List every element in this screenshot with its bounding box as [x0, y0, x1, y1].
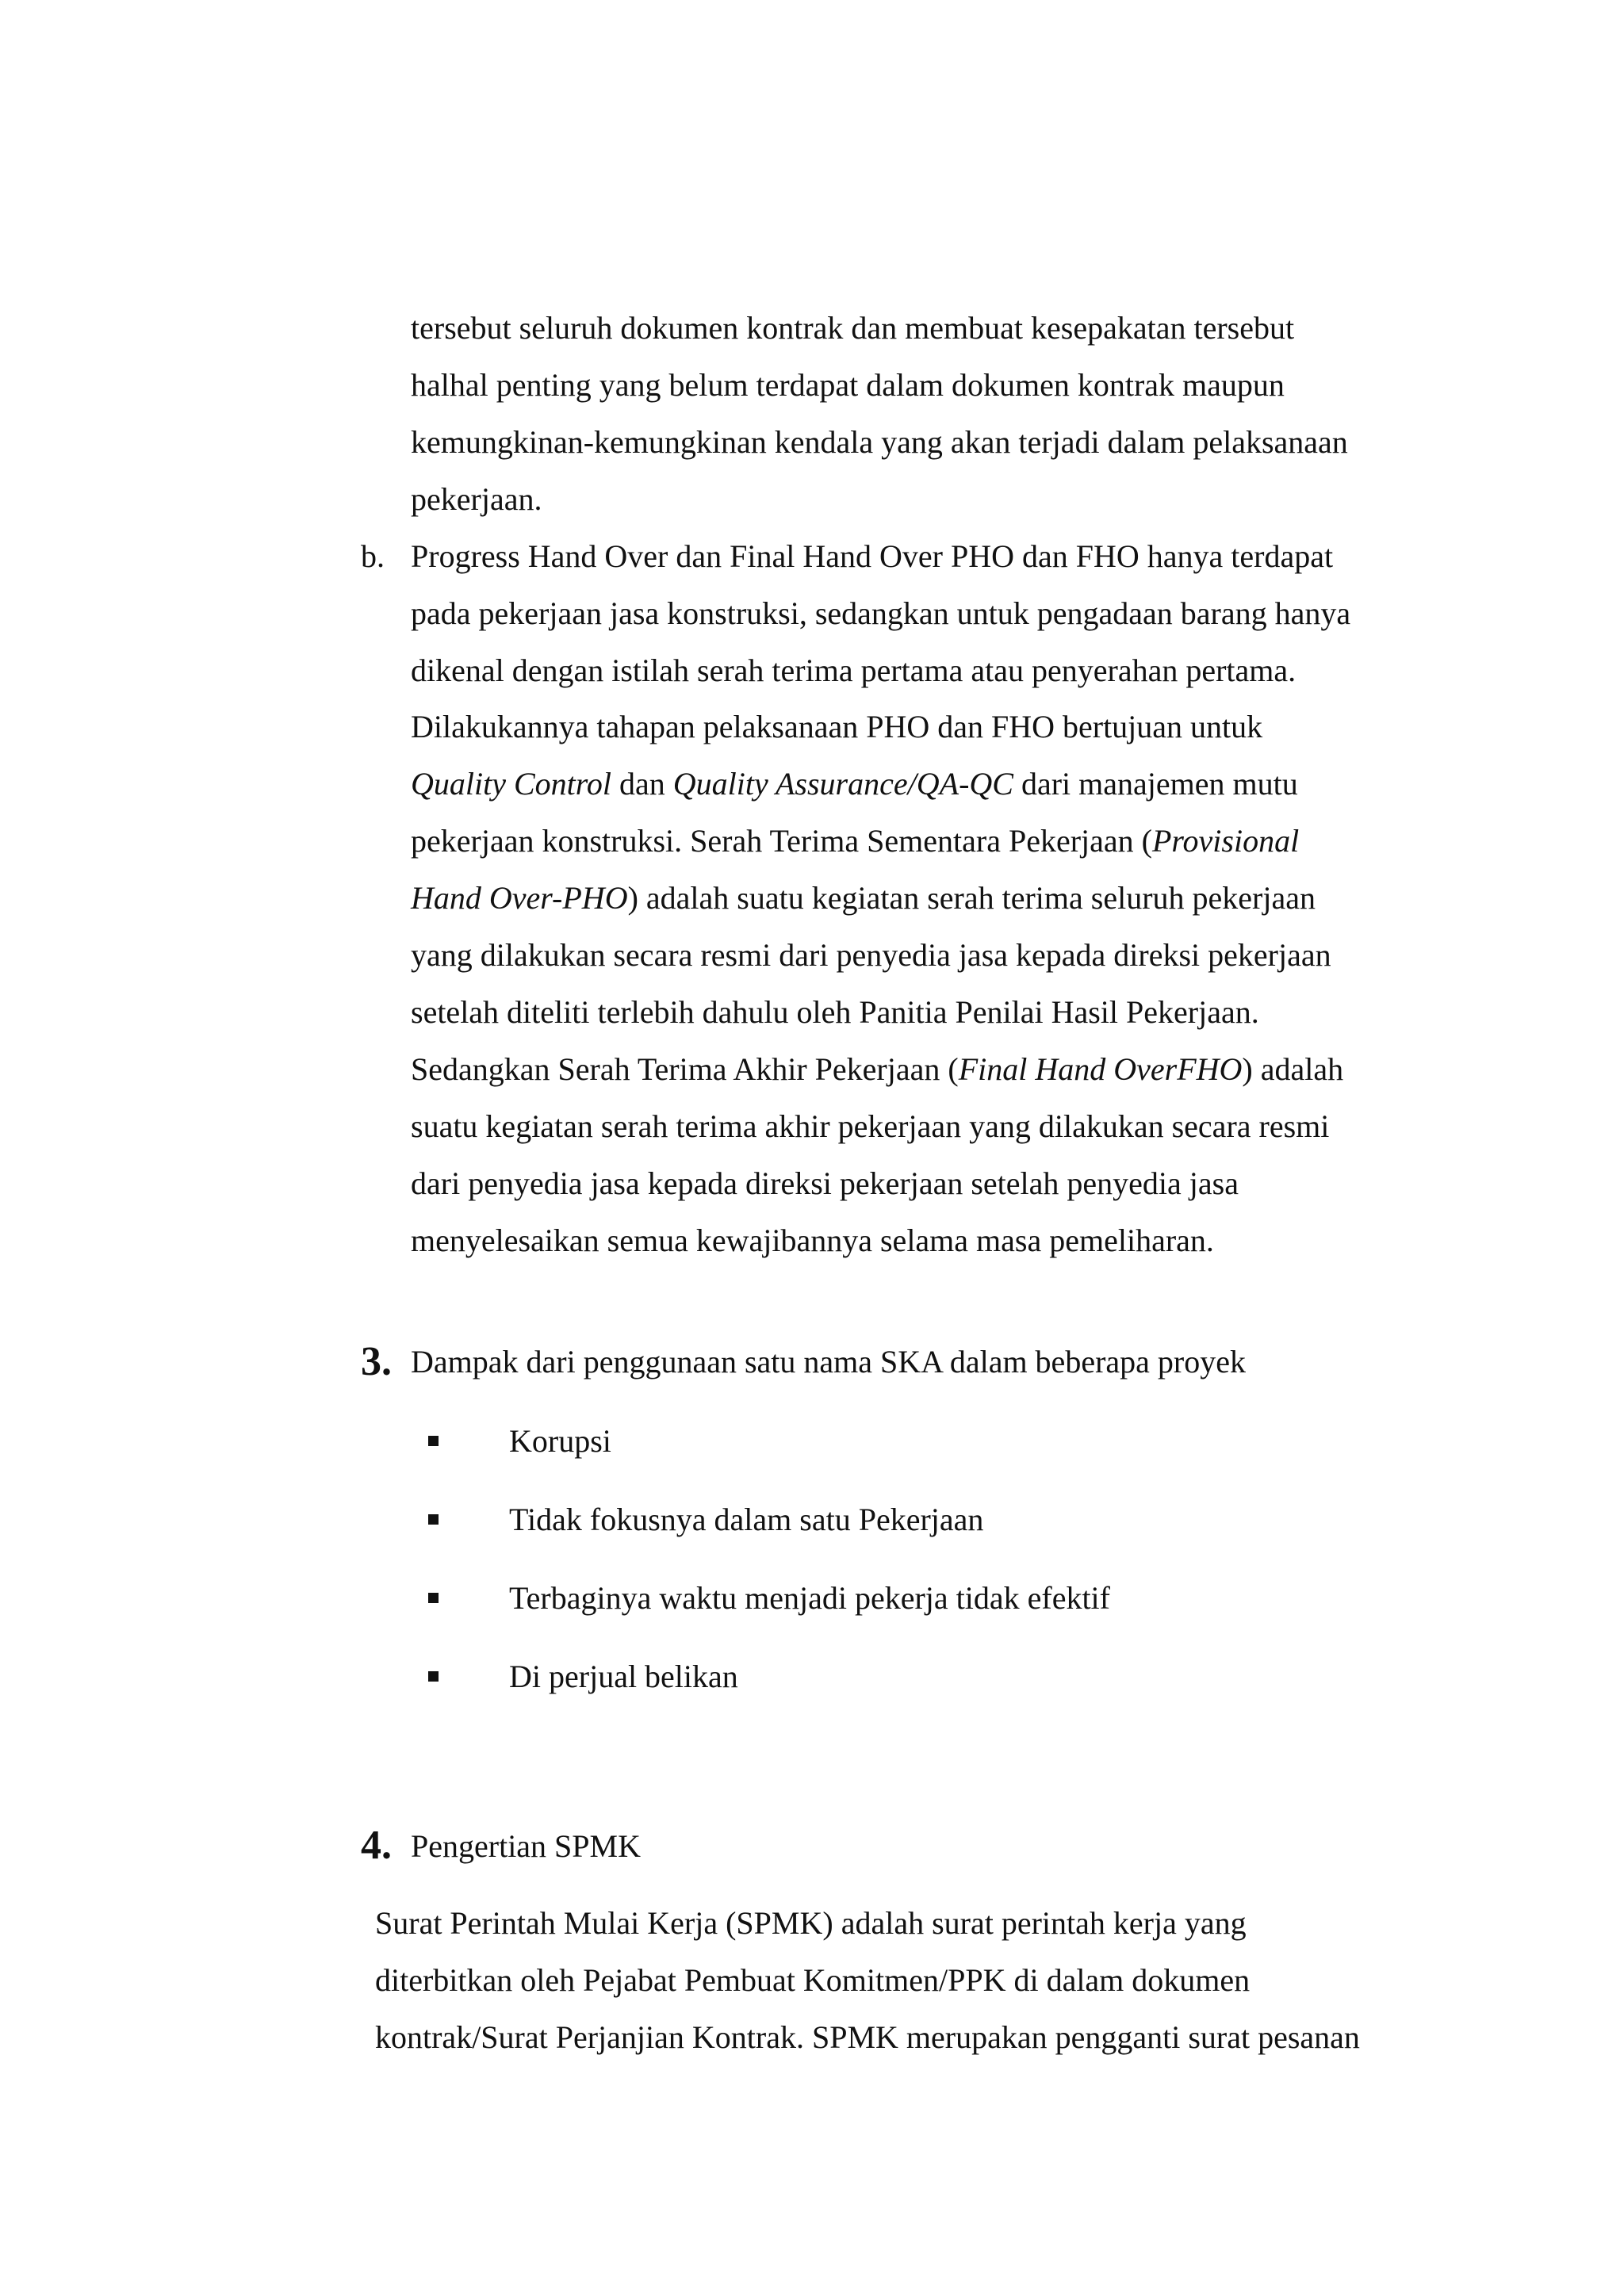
paragraph-line: dikenal dengan istilah serah terima pertama atau penyerahan pertama.: [411, 652, 1297, 688]
paragraph-line: kontrak/Surat Perjanjian Kontrak. SPMK merupakan pengganti surat pesanan: [375, 2019, 1360, 2055]
section-title: Dampak dari penggunaan satu nama SKA dalam beberapa proyek: [411, 1344, 1246, 1380]
italic-term: Quality Control: [411, 766, 611, 802]
list-item: Terbaginya waktu menjadi pekerja tidak efektif: [509, 1580, 1110, 1616]
text-run: dan: [611, 766, 673, 802]
paragraph-line: [411, 765, 1298, 803]
text-run: ) adalah suatu kegiatan serah terima seluruh pekerjaan: [627, 880, 1316, 916]
list-marker-b: b.: [361, 538, 385, 574]
list-item: Tidak fokusnya dalam satu Pekerjaan: [509, 1502, 984, 1537]
paragraph-line: [411, 822, 1299, 860]
text-run: pekerjaan konstruksi. Serah Terima Sementara Pekerjaan (: [411, 823, 1152, 859]
paragraph-line: halhal penting yang belum terdapat dalam dokumen kontrak maupun: [411, 367, 1285, 403]
list-item: Di perjual belikan: [509, 1659, 738, 1694]
square-bullet-icon: [428, 1593, 439, 1603]
paragraph-line: Progress Hand Over dan Final Hand Over PHO dan FHO hanya terdapat: [411, 538, 1334, 574]
paragraph-line: setelah diteliti terlebih dahulu oleh Panitia Penilai Hasil Pekerjaan.: [411, 994, 1259, 1030]
paragraph-line: dari penyedia jasa kepada direksi pekerjaan setelah penyedia jasa: [411, 1165, 1239, 1201]
paragraph-line: Surat Perintah Mulai Kerja (SPMK) adalah surat perintah kerja yang: [375, 1905, 1247, 1941]
square-bullet-icon: [428, 1514, 439, 1525]
text-run: Sedangkan Serah Terima Akhir Pekerjaan (: [411, 1051, 959, 1087]
italic-term: Final Hand OverFHO: [958, 1051, 1243, 1087]
paragraph-line: menyelesaikan semua kewajibannya selama masa pemeliharan.: [411, 1223, 1214, 1258]
section-number: 4.: [361, 1823, 392, 1868]
italic-term: Hand Over-PHO: [411, 880, 628, 916]
square-bullet-icon: [428, 1436, 439, 1446]
paragraph-line: yang dilakukan secara resmi dari penyedia jasa kepada direksi pekerjaan: [411, 937, 1331, 973]
paragraph-line: [411, 1050, 1343, 1089]
square-bullet-icon: [428, 1671, 439, 1682]
text-run: dari manajemen mutu: [1013, 766, 1298, 802]
italic-term: Quality Assurance/QA-QC: [672, 766, 1013, 802]
text-run: ) adalah: [1242, 1051, 1344, 1087]
paragraph-line: [411, 879, 1316, 917]
paragraph-line: diterbitkan oleh Pejabat Pembuat Komitmen/PPK di dalam dokumen: [375, 1962, 1251, 1998]
paragraph-line: pada pekerjaan jasa konstruksi, sedangkan untuk pengadaan barang hanya: [411, 595, 1351, 631]
italic-term: Provisional: [1152, 823, 1300, 859]
paragraph-line: kemungkinan-kemungkinan kendala yang akan terjadi dalam pelaksanaan: [411, 424, 1348, 460]
paragraph-line: pekerjaan.: [411, 481, 542, 517]
paragraph-line: Dilakukannya tahapan pelaksanaan PHO dan FHO bertujuan untuk: [411, 709, 1263, 744]
section-number: 3.: [361, 1339, 392, 1384]
paragraph-line: suatu kegiatan serah terima akhir pekerjaan yang dilakukan secara resmi: [411, 1108, 1330, 1144]
paragraph-line: tersebut seluruh dokumen kontrak dan membuat kesepakatan tersebut: [411, 310, 1295, 346]
list-item: Korupsi: [509, 1423, 611, 1459]
section-title: Pengertian SPMK: [411, 1828, 641, 1864]
